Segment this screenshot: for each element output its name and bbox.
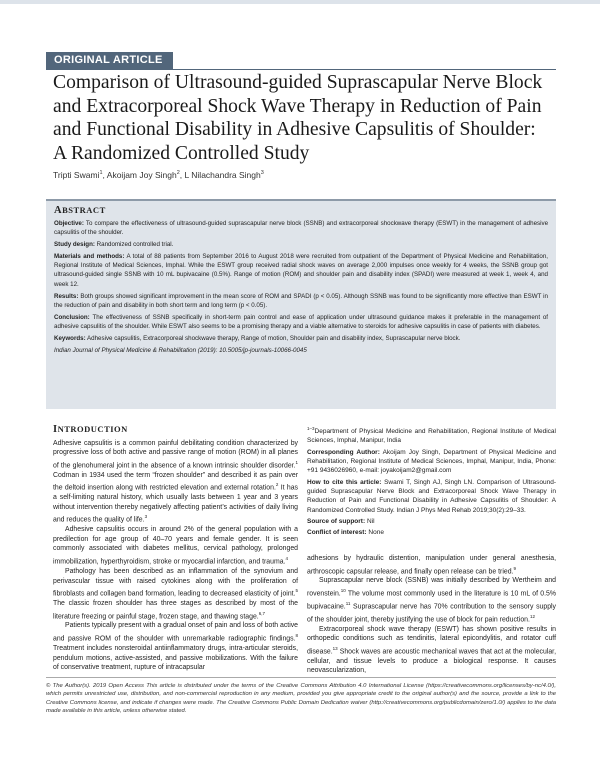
introduction-column [53,425,298,673]
abstract-design: Study design: Randomized controlled trial. [54,241,174,249]
body-paragraph: Extracorporeal shock wave therapy (ESWT) has shown positive results in orthopedic conditions such as tendinitis, lateral epicondylitis, and rotator cuff disease.$^{13}$ Shock waves are acoustic mechanical waves that act at the molecular, cellular, and tissue levels to produce a biological response. It causes neovascularization, [307,625,556,675]
conflict-of-interest: Conflict of interest: None [307,529,384,537]
author-name: Tripti Swami [53,170,100,180]
intro-paragraph: Pathology has been described as an inflammation of the synovium and perivascular tissue with raised cytokines along with the proliferation of fibroblasts and collagen band formation, leading to decreased elasticity of joint.$^5$ The classic frozen shoulder has three stages as described by most of the literature freezing or painful stage, frozen stage, and thawing stage.$^{6,7}$ [53,567,298,620]
right-body-column [307,554,556,676]
abstract-citation: Indian Journal of Physical Medicine & Rehabilitation (2019): 10.5005/jp-journals-10066-0045 [54,347,307,355]
abstract-objective: Objective: To compare the effectiveness of ultrasound-guided suprascapular nerve block (SSNB) and extracorporeal shockwave therapy (ESWT) in the management of adhesive capsulitis of the shoulder. [54,220,549,237]
title-line: Comparison of Ultrasound-guided Suprascapular Nerve Block [53,72,543,93]
license-footer [46,677,556,716]
article-info-block [307,424,556,539]
how-to-cite: How to cite this article: Swami T, Singh AJ, Singh LN. Comparison of Ultrasound-guided Suprascapular Nerve Block and Extracorporeal Shock Wave Therapy in Reduction of Pain and Functional Disability in Adhesive Capsulitis of Shoulder: A Randomized Controlled Study. Indian J Phys Med Rehab 2019;30(2):29–33. [307,478,556,514]
article-title [53,71,563,165]
author-name: L Nilachandra Singh [184,170,261,180]
affiliation-marker: 3 [260,170,264,177]
author-list: Tripti Swami$^1$, Akoijam Joy Singh$^2$, L Nilachandra Singh$^3$ [53,170,264,180]
title-line: A Randomized Controlled Study [53,142,310,164]
article-type-badge: ORIGINAL ARTICLE [46,52,173,69]
body-paragraph: Suprascapular nerve block (SSNB) was initially described by Wertheim and rovenstein.$^{10}$ The volume most commonly used in the literature is 10 mL of 0.5% bupivacaine.$^{11}$ Suprascapular nerve has 70% contribution to the sensory supply of the shoulder joint, thereby justifying the use of block for pain reduction.$^{12}$ [307,577,556,624]
intro-paragraph: Adhesive capsulitis is a common painful debilitating condition characterized by progressive loss of both active and passive range of motion (ROM) in all planes of the glenohumeral joint in the absence of a known intrinsic shoulder disorder.$^1$ Codman in 1934 used the term “frozen shoulder” and described it as pain over the deltoid insertion along with restricted elevation and external rotation.$^2$ It has a self-limiting natural history, which usually lasts between 1 year and 3 years without intervention thereby negatively affecting patient’s activities of daily living and reduces the quality of life.$^3$ [53,439,298,524]
intro-paragraph: Adhesive capsulitis occurs in around 2% of the general population with a predilection for age group of 40–70 years and female gender. It is seen commonly associated with diabetes mellitus, cervical pathology, prolonged immobilization, hyperthyroidism, stroke or myocardial infarction, and trauma.$^4$ [53,526,298,566]
abstract-results: Results: Both groups showed significant improvement in the mean score of ROM and SPADI (p < 0.05). Although SSNB was found to be significantly more effective than ESWT in the reduction of pain and disability in both short term and long term (p < 0.05). [54,292,548,309]
corresponding-author: Corresponding Author: Akoijam Joy Singh, Department of Physical Medicine and Rehabilitation, Regional Institute of Medical Sciences, Imphal, Manipur, India, Phone: +91 9436026960, e-mail: joyakoijam2@gmail.com [307,448,556,475]
affiliation: $^{1-3}$Department of Physical Medicine and Rehabilitation, Regional Institute of Medical Sciences, Imphal, Manipur, India [307,426,556,445]
introduction-heading: INTRODUCTION [53,424,128,435]
intro-paragraph: Patients typically present with a gradual onset of pain and loss of both active and passive ROM of the shoulder with unremarkable radiographic findings.$^8$ Treatment includes nonsteroidal antiinflammatory drugs, intra-articular steroids, pendulum motions, active-assisted, and passive mobilizations. With the failure of conservative treatment, rupture of intracapsular [53,622,298,672]
affiliation-marker: 2 [176,170,180,177]
author-name: Akoijam Joy Singh [106,170,177,180]
abstract-conclusion: Conclusion: The effectiveness of SSNB specifically in short-term pain control and ease of application under ultrasound guidance makes it preferable in the management of adhesive capsulitis of the shoulder. While ESWT also seems to be a promising therapy and a viable alternative to steroids for adhesive capsulitis in case of patients with diabetes. [54,313,548,330]
source-of-support: Source of support: Nil [307,517,375,525]
abstract-methods: Materials and methods: A total of 88 patients from September 2016 to August 2018 were recruited from outpatient of the Department of Physical Medicine and Rehabilitation, Regional Institute of Medical Sciences, Imphal. While the ESWT group received radial shock waves on average 2,000 impulses once weekly for 4 weeks, the SSNB group got ultrasound-guided single SSNB with 10 mL bupivacaine (0.5%). Range of motion (ROM) and shoulder pain and disability index (SPADI) were measured at week 1, week 4, and week 12. [54,253,548,288]
body-paragraph: adhesions by hydraulic distention, manipulation under general anesthesia, arthroscopic capsular release, and finally open release can be tried.$^9$ [307,555,556,575]
abstract-box [46,199,556,409]
license-text: © The Author(s). 2019 Open Access This article is distributed under the terms of the Creative Commons Attribution 4.0 International License (https://creativecommons.org/licenses/by-nc/4.0/), which permits unrestricted use, distribution, and non-commercial reproduction in any medium, provided you give appropriate credit to the original author(s) and the source, provide a link to the Creative Commons license, and indicate if changes were made. The Creative Commons Public Domain Dedication waiver (http://creativecommons.org/publicdomain/zero/1.0/) applies to the data made available in this article, unless otherwise stated. [46,683,556,715]
top-accent-bar [0,0,600,4]
abstract-heading: ABSTRACT [54,205,106,216]
header-rule [46,69,556,70]
affiliation-marker: 1 [99,170,103,177]
title-line: and Functional Disability in Adhesive Capsulitis of Shoulder: [53,119,536,140]
abstract-keywords: Keywords: Adhesive capsulitis, Extracorporeal shockwave therapy, Range of motion, Shoulder pain and disability index, Suprascapular nerve block. [54,335,461,343]
title-line: and Extracorporeal Shock Wave Therapy in Reduction of Pain [53,95,542,117]
